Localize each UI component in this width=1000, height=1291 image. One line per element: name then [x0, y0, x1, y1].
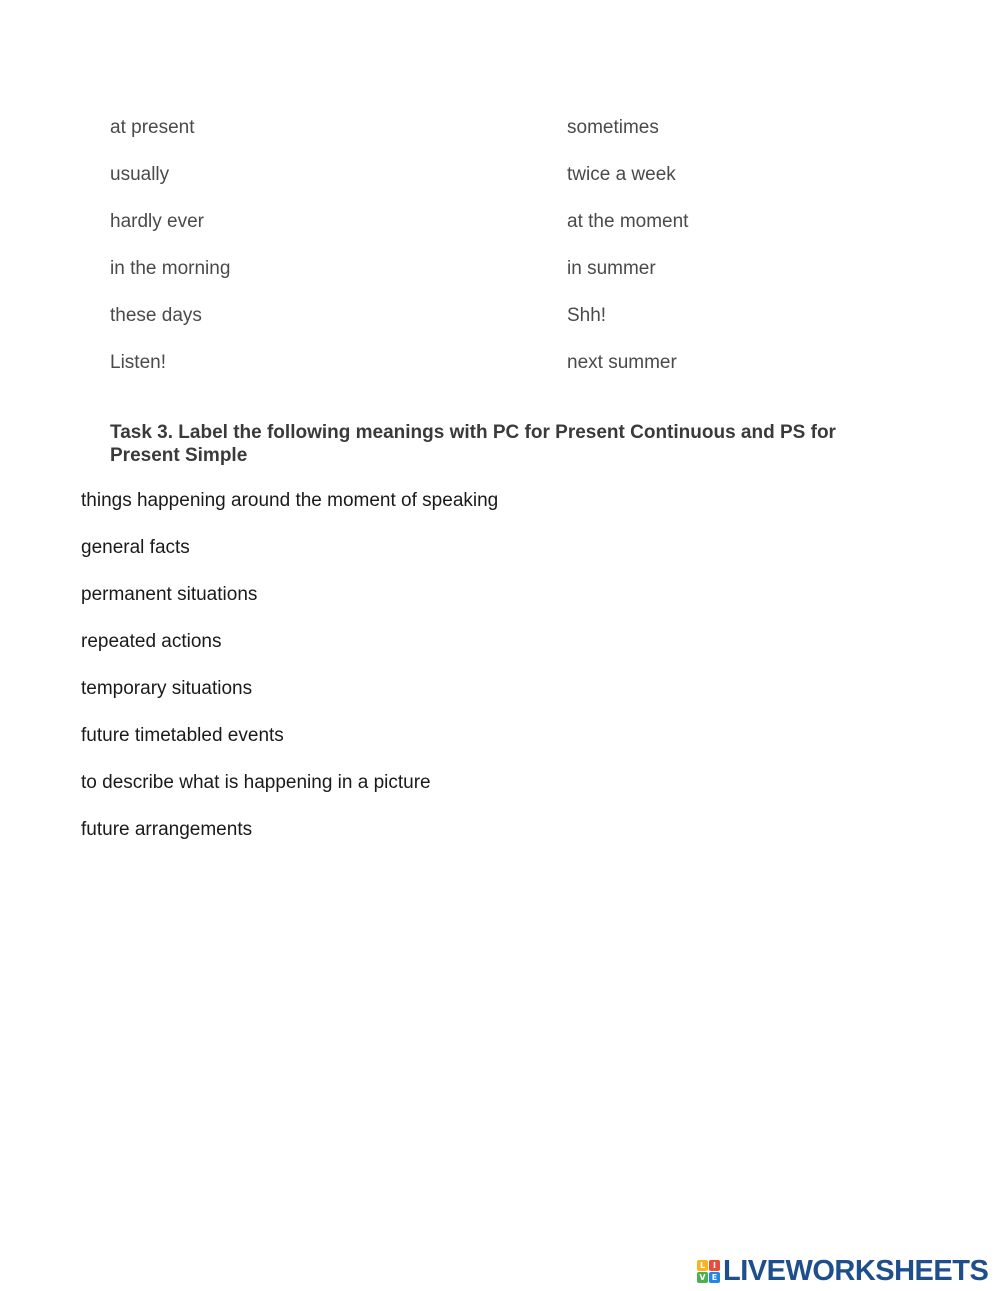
logo-block: V [697, 1272, 708, 1283]
time-expression: usually [110, 164, 170, 185]
time-expression: in the morning [110, 258, 231, 279]
task-3-title: Task 3. Label the following meanings with PC for Present Continuous and PS for Present Simple [110, 422, 836, 466]
time-expression: Shh! [567, 305, 607, 326]
logo-text: LIVEWORKSHEETS [723, 1255, 989, 1287]
liveworksheets-logo [697, 1257, 988, 1285]
time-expressions-left-column [110, 116, 230, 398]
meaning-item: general facts [81, 537, 190, 558]
time-expression: twice a week [567, 164, 676, 185]
meaning-item: repeated actions [81, 631, 222, 652]
logo-block: L [697, 1260, 708, 1271]
meaning-item: permanent situations [81, 584, 258, 605]
logo-block: I [709, 1260, 720, 1271]
meaning-item: future arrangements [81, 819, 253, 840]
logo-block: E [709, 1272, 720, 1283]
meaning-item: temporary situations [81, 678, 253, 699]
time-expression: sometimes [567, 117, 659, 138]
time-expression: these days [110, 305, 202, 326]
meanings-list [81, 489, 498, 865]
time-expression: hardly ever [110, 211, 204, 232]
time-expression: in summer [567, 258, 656, 279]
time-expression: at present [110, 117, 195, 138]
time-expression: at the moment [567, 211, 689, 232]
meaning-item: to describe what is happening in a picture [81, 772, 431, 793]
time-expression: Listen! [110, 352, 166, 373]
logo-blocks-icon [697, 1260, 720, 1283]
time-expressions-right-column [567, 116, 688, 398]
meaning-item: things happening around the moment of speaking [81, 490, 499, 511]
time-expression: next summer [567, 352, 677, 373]
meaning-item: future timetabled events [81, 725, 284, 746]
